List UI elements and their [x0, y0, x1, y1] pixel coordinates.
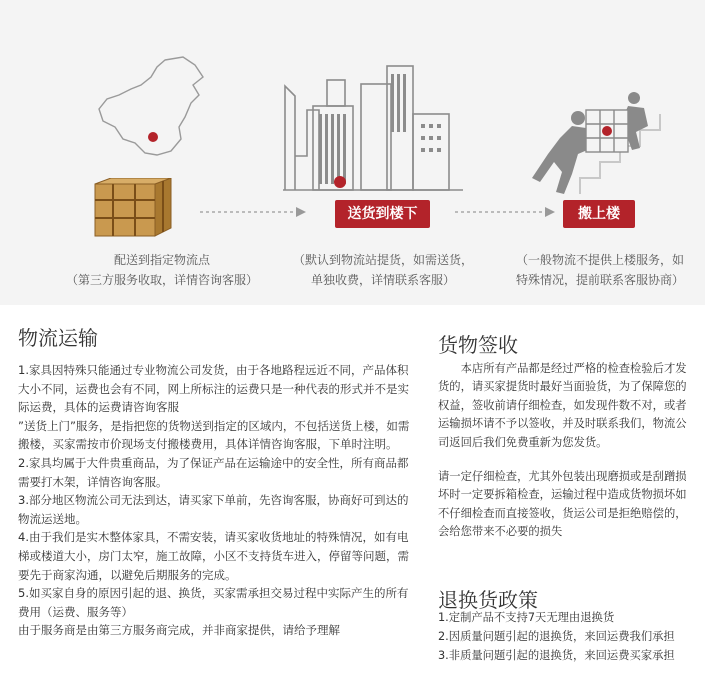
returns-title: 退换货政策: [438, 588, 538, 612]
inspection-paragraph: 请一定仔细检查，尤其外包装出现磨损或是刮蹭损坏时一定要拆箱检查，运输过程中造成货物损坏如不仔细检查而直接签收，货运公司是拒绝赔偿的，会给您带来不必要的损失: [438, 470, 687, 539]
returns-item: 3.非质量问题引起的退换货，来回运费买家承担: [438, 649, 675, 662]
inspection-paragraph: 本店所有产品都是经过严格的检查检验后才发货的，请买家提货时最好当面验货，为了保障您的权益，签收前请仔细检查，如发现件数不对，或者运输损坏请不予以签收，并及时联系我们，物流公司返回后我们免费重新为您发货。: [438, 362, 687, 449]
returns-item: 2.因质量问题引起的退换货，来回运费我们承担: [438, 630, 675, 643]
carry-upstairs-badge: 搬上楼: [563, 200, 635, 228]
china-map-icon: [95, 55, 210, 175]
step2-caption: （默认到物流站提货，如需送货， 单独收费，详情联系客服）: [292, 253, 473, 287]
logistics-paragraph: 4.由于我们是实木整体家具，不需安装，请买家收货地址的特殊情况，如有电梯或楼道大小，房门太窄，施工故障，小区不支持货车进入，停留等问题，需要先于商家沟通，以避免后期服务的完成。: [18, 530, 409, 582]
arrow-right-icon: [200, 206, 306, 218]
step1-caption: 配送到指定物流点 （第三方服务收取，详情咨询客服）: [65, 253, 258, 287]
logistics-paragraph: ”送货上门”服务，是指把您的货物送到指定的区域内，不包括送货上楼，如需搬楼，买家需按市价现场支付搬楼费用，具体详情咨询客服，下单时注明。: [18, 418, 410, 452]
returns-item: 1.定制产品不支持7天无理由退换货: [438, 611, 615, 624]
logistics-title: 物流运输: [18, 326, 98, 350]
delivery-banner: [0, 0, 705, 305]
inspection-text: [438, 360, 692, 542]
returns-list: [438, 608, 700, 665]
logistics-paragraph: 2.家具均属于大件贵重商品，为了保证产品在运输途中的安全性，所有商品都需要打木架，详情咨询客服。: [18, 455, 409, 489]
step3-caption: （一般物流不提供上楼服务，如 特殊情况，提前联系客服协商）: [515, 253, 684, 287]
inspection-title: 货物签收: [438, 333, 518, 357]
city-skyline-icon: [283, 60, 463, 192]
wooden-crate-icon: [93, 178, 175, 242]
deliver-downstairs-badge: 送货到楼下: [335, 200, 430, 228]
carry-upstairs-icon: [520, 78, 670, 196]
arrow-right-icon: [455, 206, 555, 218]
logistics-paragraph: 3.部分地区物流公司无法到达，请买家下单前，先咨询客服，协商好可到达的物流运送地。: [18, 493, 409, 526]
logistics-paragraph: 由于服务商是由第三方服务商完成，并非商家提供，请给予理解: [18, 623, 340, 638]
logistics-paragraph: 1.家具因特殊只能通过专业物流公司发货，由于各地路程远近不同，产品体积大小不同，运费也会有不同，网上所标注的运费只是一种代表的形式并不是实际运费，具体的运费请咨询客服: [18, 363, 409, 415]
logistics-paragraph: 5.如买家自身的原因引起的退、换货，买家需承担交易过程中实际产生的所有费用（运费、服务等）: [18, 586, 409, 619]
logistics-text: [18, 361, 416, 640]
